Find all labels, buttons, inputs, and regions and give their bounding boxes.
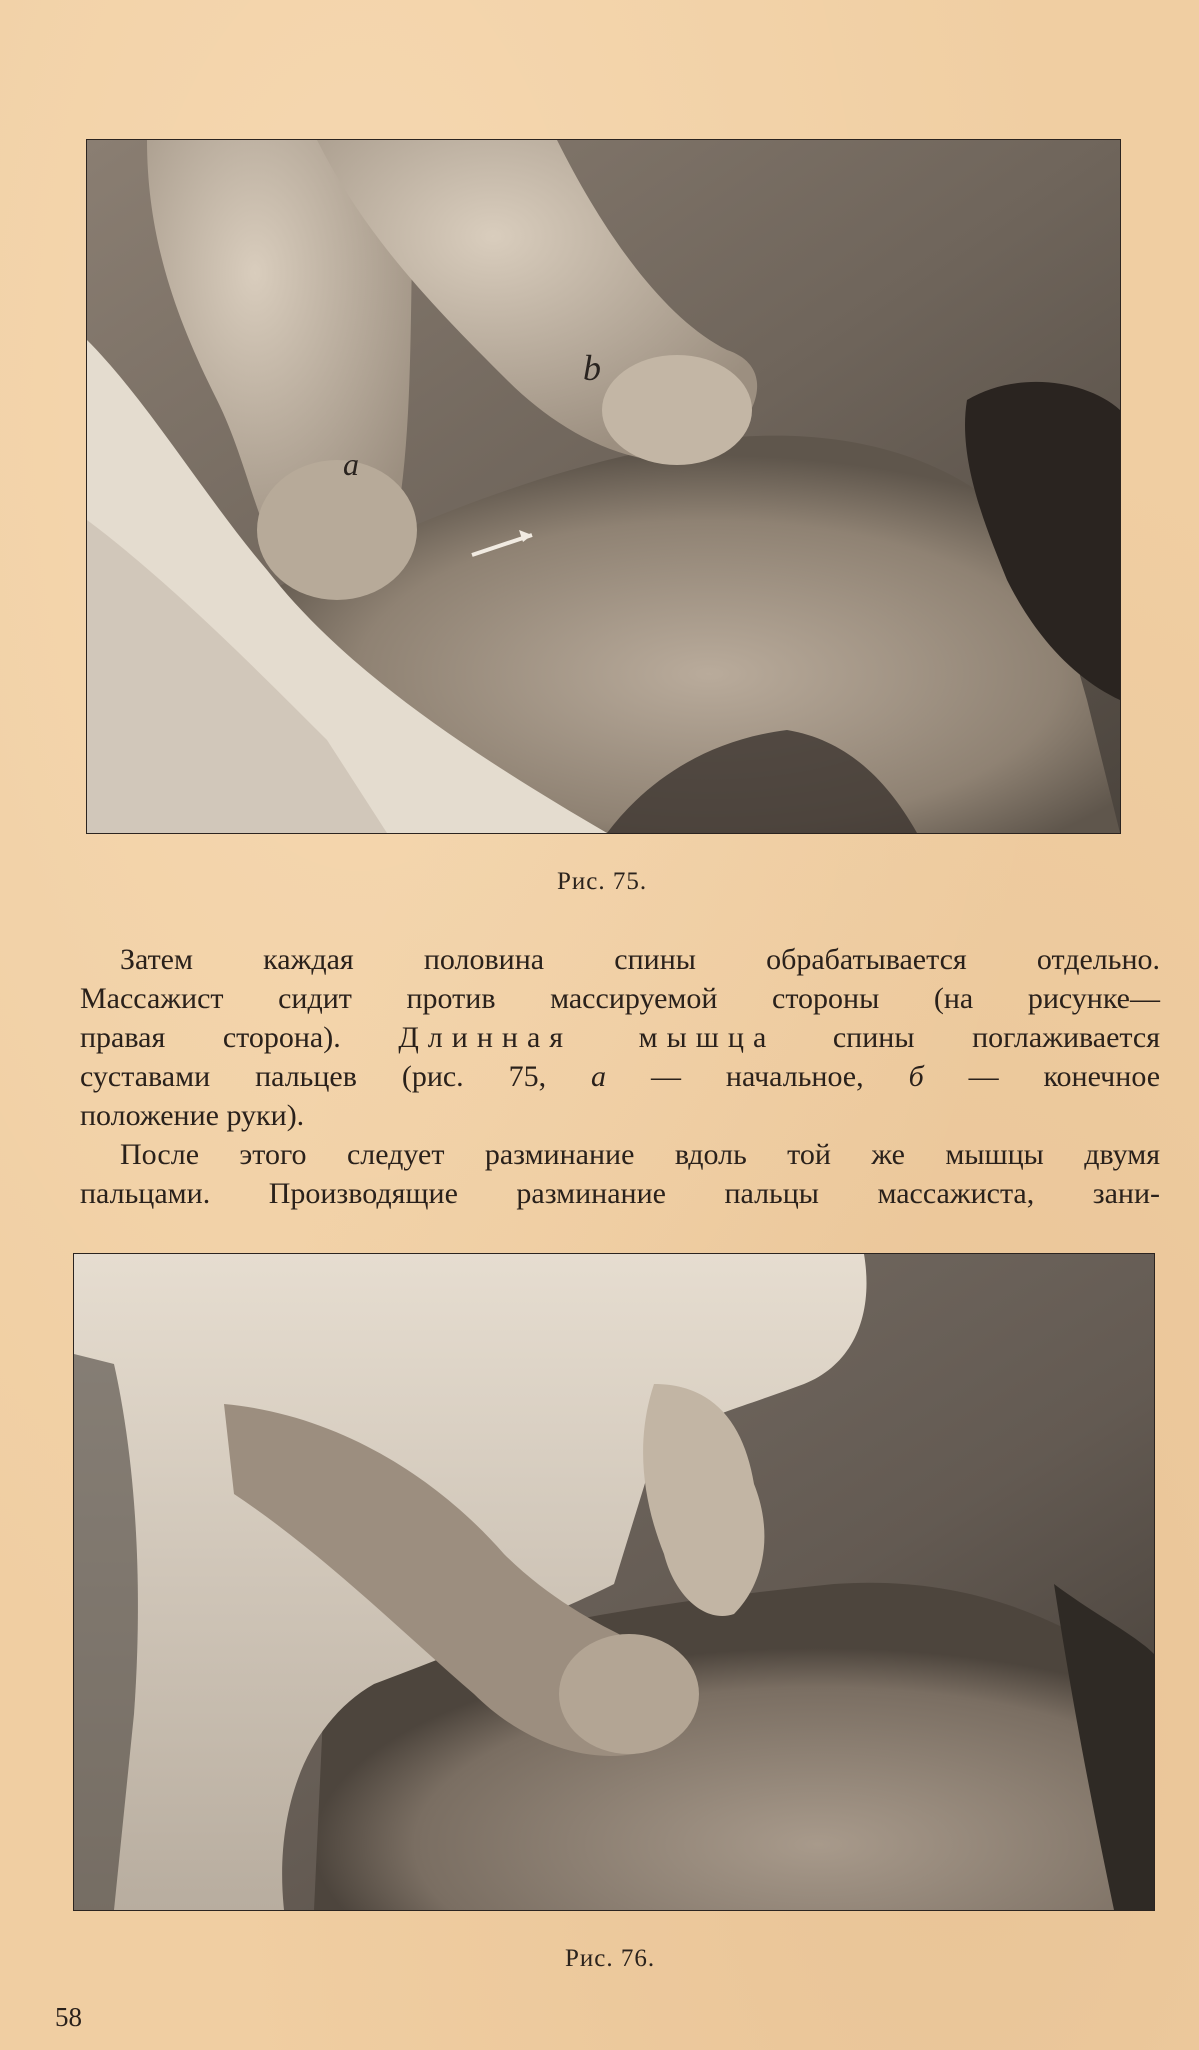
spaced-term: Длинная мышца [398,1021,776,1054]
figure-letter-b: б [908,1060,924,1093]
label-a: a [343,446,359,482]
page-number: 58 [55,2002,82,2032]
text-line [80,1018,1160,1057]
paragraph-2 [80,1135,1160,1213]
massage-kneading-photo [74,1254,1154,1910]
text-line: После этого следует разминание вдоль той же мышцы двумя [120,1138,1160,1171]
figure-76-photo [73,1253,1155,1911]
text-fragment: — начальное, [606,1060,909,1093]
figure-75-caption: Рис. 75. [557,868,648,895]
text-fragment: — конечное [923,1060,1161,1093]
figure-75-photo [86,139,1121,834]
label-b: b [583,348,601,388]
text-fragment: правая сторона). [80,1021,399,1054]
paragraph-1 [80,940,1160,1135]
text-line [80,1057,1160,1096]
text-line: положение руки). [80,1099,305,1132]
text-line: Затем каждая половина спины обрабатывается отдельно. [120,943,1160,976]
massage-back-stroking-photo [87,140,1120,833]
figure-76-caption: Рис. 76. [565,1945,656,1972]
figure-letter-a: а [591,1060,607,1093]
text-line: Массажист сидит против массируемой стороны (на рисунке— [80,982,1160,1015]
text-fragment: суставами пальцев (рис. 75, [80,1060,592,1093]
text-fragment: спины поглаживается [775,1021,1160,1054]
text-line: пальцами. Производящие разминание пальцы массажиста, зани- [80,1177,1160,1210]
body-text [80,940,1160,1213]
